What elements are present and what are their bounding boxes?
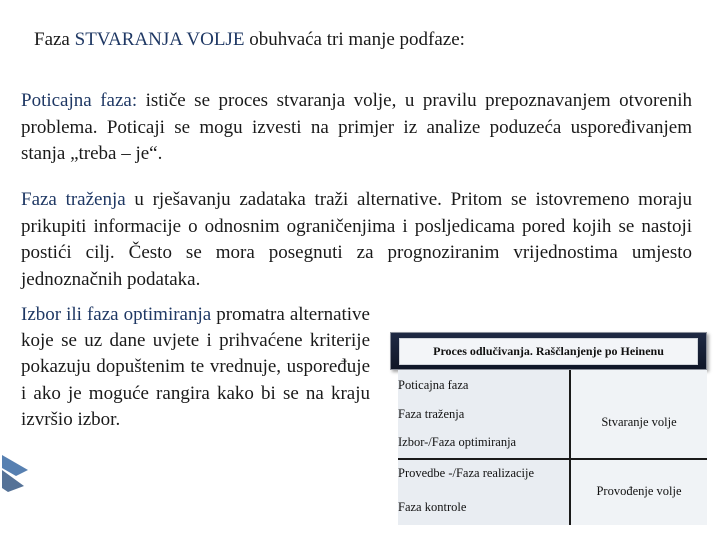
diagram-phase-divider (398, 458, 707, 460)
paragraph-text: u rješavanju zadataka traži alternative. Pritom se istovremeno moraju prikupiti informacije o odnosnim ograničenjima i posljedicama pored kojih se nastoji postići cilj. Često se mora posegnuti za prognoziranim vrijednostima umjesto jednoznačnih podataka. (21, 189, 692, 290)
intro-heading (34, 29, 465, 51)
diagram-row: Izbor-/Faza optimiranja (398, 435, 517, 449)
paragraph-text: promatra alternative koje se uz dane uvjete i prihvaćene kriterije pokazuju dopuštenim te vrednuje, uspoređuje i ako je moguće rangira kako bi se na kraju izvršio izbor. (21, 304, 370, 430)
paragraph-term: Izbor ili faza optimiranja (21, 304, 212, 325)
paragraph-term: Faza traženja (21, 189, 126, 210)
diagram-right-column (571, 370, 707, 525)
diagram-row: Faza traženja (398, 407, 465, 421)
diagram-header-title: Proces odlučivanja. Raščlanjenje po Heinenu (399, 338, 698, 365)
paragraph-faza-trazenja (21, 187, 692, 293)
diagram-header-band (390, 332, 707, 370)
paragraph-faza-optimiranja (21, 302, 370, 433)
paragraph-term: Poticajna faza: (21, 90, 138, 111)
diagram-phase-label: Provođenje volje (596, 484, 682, 498)
heinen-process-diagram (390, 332, 707, 525)
intro-prefix: Faza (34, 29, 75, 50)
diagram-phase-label: Stvaranje volje (601, 415, 677, 429)
paragraph-poticajna-faza (21, 88, 692, 168)
diagram-row: Poticajna faza (398, 378, 469, 392)
diagram-row: Faza kontrole (398, 500, 467, 514)
paragraph-text: ističe se proces stvaranja volje, u pravilu prepoznavanjem otvorenih problema. Poticaji se mogu izvesti na primjer iz analize poduzeća uspoređivanjem stanja „treba – je“. (21, 90, 692, 164)
intro-highlight: STVARANJA VOLJE (74, 29, 245, 50)
diagram-row: Provedbe -/Faza realizacije (398, 466, 535, 480)
intro-suffix: obuhvaća tri manje podfaze: (244, 29, 465, 50)
